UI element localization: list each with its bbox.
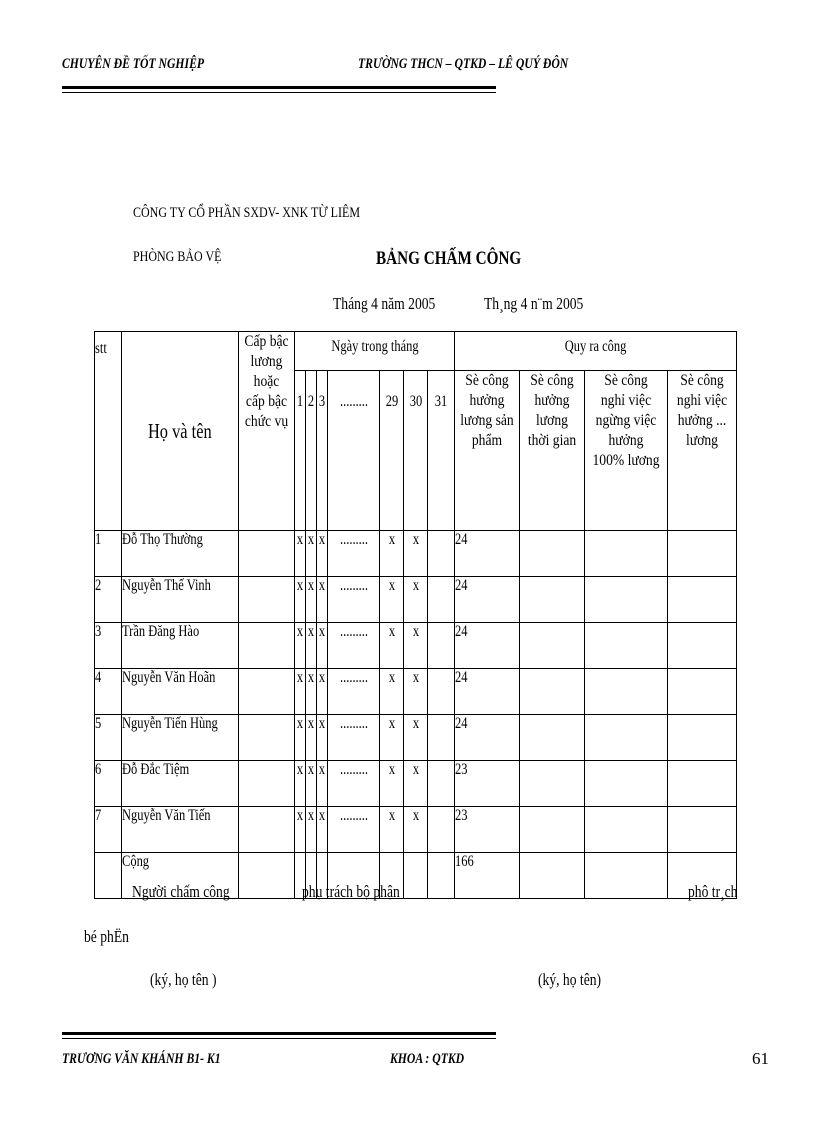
sign-right: (ký, họ tên)	[538, 970, 602, 989]
row-d3: x	[318, 761, 326, 778]
attendance-table	[94, 331, 737, 899]
day-30: 30	[404, 371, 428, 531]
row-name: Đỗ Đắc Tiệm	[122, 761, 190, 778]
head-quy: Quy ra công	[455, 332, 737, 371]
row-d3: x	[318, 531, 326, 548]
footer-rule-thin	[62, 1038, 496, 1039]
day-1: 1	[295, 371, 306, 531]
row-stt: 4	[95, 669, 102, 686]
row-d30: x	[412, 531, 419, 548]
row-d1: x	[296, 807, 304, 824]
row-name: Nguyễn Tiến Hùng	[122, 715, 218, 732]
day-3: 3	[317, 371, 328, 531]
row-stt: 3	[95, 623, 102, 640]
row-d30: x	[412, 761, 419, 778]
table-row	[95, 807, 737, 853]
row-d2: x	[307, 669, 315, 686]
quy-nghi-100: Sè công nghỉ việc ngừng việc hưởng 100% lương	[585, 371, 668, 531]
row-san-pham: 23	[455, 761, 468, 778]
row-d1: x	[296, 715, 304, 732]
row-name: Đỗ Thọ Thường	[122, 531, 203, 548]
row-d29: x	[388, 761, 395, 778]
row-d30: x	[412, 623, 419, 640]
row-name: Nguyễn Thế Vinh	[122, 577, 211, 594]
head-name: Họ và tên	[122, 332, 239, 531]
row-d30: x	[412, 669, 419, 686]
row-d1: x	[296, 669, 304, 686]
row-d29: x	[388, 531, 395, 548]
row-d3: x	[318, 577, 326, 594]
sign-left: (ký, họ tên )	[150, 970, 217, 989]
row-d29: x	[388, 577, 395, 594]
row-san-pham: 24	[455, 577, 468, 594]
row-dots: .........	[339, 715, 368, 732]
row-d29: x	[388, 669, 395, 686]
quy-san-pham: Sè công hưởng lương sản phẩm	[455, 371, 520, 531]
row-san-pham: 24	[455, 715, 468, 732]
row-d2: x	[307, 715, 315, 732]
row-d3: x	[318, 623, 326, 640]
row-san-pham: 24	[455, 531, 468, 548]
sig-deputy-cont: bé phËn	[84, 927, 129, 946]
table-row	[95, 577, 737, 623]
header-rule-thin	[62, 92, 496, 93]
header-rule	[62, 86, 496, 89]
table-row	[95, 761, 737, 807]
head-days: Ngày trong tháng	[295, 332, 455, 371]
footer-author: TRƯƠNG VĂN KHÁNH B1- K1	[62, 1051, 221, 1067]
row-stt: 1	[95, 531, 102, 548]
row-d3: x	[318, 807, 326, 824]
row-d30: x	[412, 715, 419, 732]
row-d29: x	[388, 807, 395, 824]
row-d3: x	[318, 715, 326, 732]
row-stt: 7	[95, 807, 102, 824]
row-name: Nguyễn Văn Hoãn	[122, 669, 216, 686]
row-dots: .........	[339, 669, 368, 686]
quy-nghi-other: Sè công nghỉ việc hưởng ... lương	[668, 371, 737, 531]
sig-dept-head: phụ trách bộ phận	[302, 882, 400, 901]
row-d1: x	[296, 761, 304, 778]
header-right: TRƯỜNG THCN – QTKD – LÊ QUÝ ĐÔN	[358, 56, 569, 72]
document-title: BẢNG CHẤM CÔNG	[376, 248, 522, 269]
day-31: 31	[428, 371, 455, 531]
table-row	[95, 669, 737, 715]
row-d2: x	[307, 623, 315, 640]
row-name: Trần Đăng Hào	[122, 623, 200, 640]
header-left: CHUYÊN ĐỀ TỐT NGHIỆP	[62, 56, 205, 72]
month-label: Tháng 4 năm 2005	[333, 294, 436, 313]
company-name: CÔNG TY CỔ PHẦN SXDV- XNK TỪ LIÊM	[133, 205, 360, 221]
department-name: PHÒNG BẢO VỆ	[133, 249, 222, 265]
row-dots: .........	[339, 623, 368, 640]
table-row	[95, 531, 737, 577]
row-stt: 2	[95, 577, 102, 594]
row-d2: x	[307, 577, 315, 594]
month-label-garbled: Th¸ng 4 n¨m 2005	[484, 294, 584, 313]
head-stt: stt	[95, 332, 122, 531]
row-d1: x	[296, 531, 304, 548]
row-san-pham: 24	[455, 669, 468, 686]
row-d29: x	[388, 715, 395, 732]
row-name: Nguyễn Văn Tiến	[122, 807, 211, 824]
row-d1: x	[296, 623, 304, 640]
sig-timekeeper: Người chấm công	[132, 882, 230, 901]
row-san-pham: 24	[455, 623, 468, 640]
row-d30: x	[412, 577, 419, 594]
row-d1: x	[296, 577, 304, 594]
row-dots: .........	[339, 577, 368, 594]
total-value: 166	[455, 853, 474, 870]
table-row	[95, 623, 737, 669]
row-d2: x	[307, 761, 315, 778]
row-stt: 5	[95, 715, 102, 732]
quy-thoi-gian: Sè công hưởng lương thời gian	[520, 371, 585, 531]
row-d3: x	[318, 669, 326, 686]
row-d30: x	[412, 807, 419, 824]
total-label: Cộng	[122, 853, 150, 870]
footer-faculty: KHOA : QTKD	[390, 1051, 465, 1067]
row-san-pham: 23	[455, 807, 468, 824]
row-dots: .........	[339, 531, 368, 548]
sig-deputy: phô tr¸ch	[688, 882, 738, 901]
row-d2: x	[307, 807, 315, 824]
table-row	[95, 715, 737, 761]
row-d2: x	[307, 531, 315, 548]
day-2: 2	[306, 371, 317, 531]
row-stt: 6	[95, 761, 102, 778]
page-number: 61	[752, 1049, 769, 1068]
head-rank: Cấp bậc lương hoặc cấp bậc chức vụ	[239, 332, 295, 531]
day-dots: .........	[328, 371, 380, 531]
row-d29: x	[388, 623, 395, 640]
day-29: 29	[380, 371, 404, 531]
row-dots: .........	[339, 761, 368, 778]
row-dots: .........	[339, 807, 368, 824]
footer-rule	[62, 1032, 496, 1035]
